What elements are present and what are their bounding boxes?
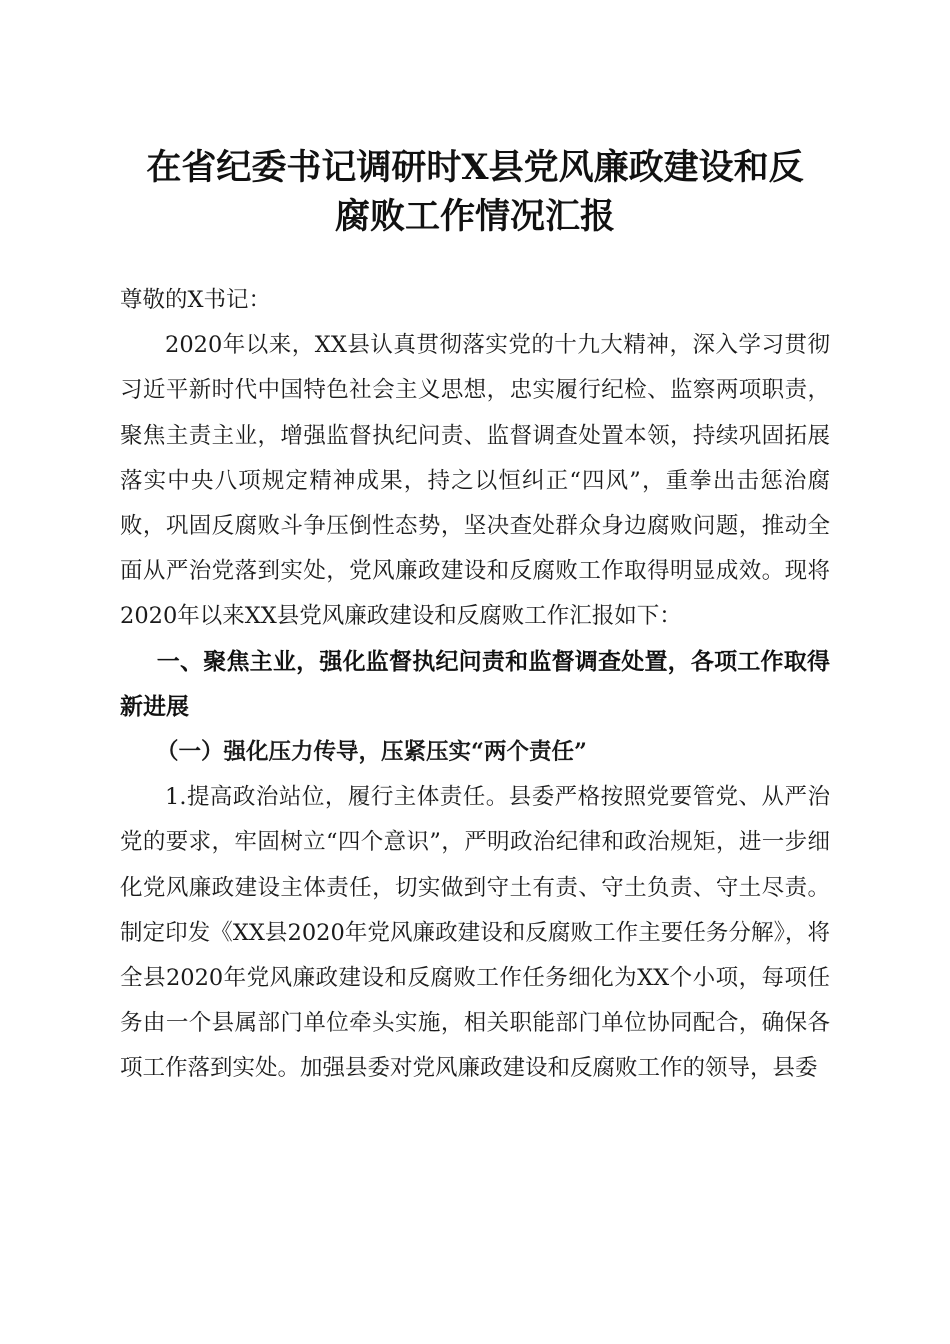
- document-title-line-1: 在省纪委书记调研时X县党风廉政建设和反: [146, 147, 804, 188]
- salutation: 尊敬的X书记：: [120, 287, 272, 313]
- intro-paragraph: 2020年以来，XX县认真贯彻落实党的十九大精神，深入学习贯彻习近平新时代中国特色社会主义思想，忠实履行纪检、监察两项职责，聚焦主责主业，增强监督执纪问责、监督调查处置本领，持续巩固拓展落实中央八项规定精神成果，持之以恒纠正“四风”，重拳出击惩治腐败，巩固反腐败斗争压倒性态势，坚决查处群众身边腐败问题，推动全面从严治党落到实处，党风廉政建设和反腐败工作取得明显成效。现将2020年以来XX县党风廉政建设和反腐败工作汇报如下：: [120, 332, 830, 630]
- item-paragraph-1: 1.提高政治站位，履行主体责任。县委严格按照党要管党、从严治党的要求，牢固树立“四个意识”，严明政治纪律和政治规矩，进一步细化党风廉政建设主体责任，切实做到守土有责、守土负责、守土尽责。制定印发《XX县2020年党风廉政建设和反腐败工作主要任务分解》，将全县2020年党风廉政建设和反腐败工作任务细化为XX个小项，每项任务由一个县属部门单位牵头实施，相关职能部门单位协同配合，确保各项工作落到实处。加强县委对党风廉政建设和反腐败工作的领导，县委: [120, 784, 830, 1082]
- subsection-heading-1: （一）强化压力传导，压紧压实“两个责任”: [156, 739, 587, 766]
- document-body: [120, 278, 830, 1092]
- section-heading-1: 一、聚焦主业，强化监督执纪问责和监督调查处置，各项工作取得新进展: [120, 648, 830, 720]
- document-title-line-2: 腐败工作情况汇报: [334, 196, 615, 237]
